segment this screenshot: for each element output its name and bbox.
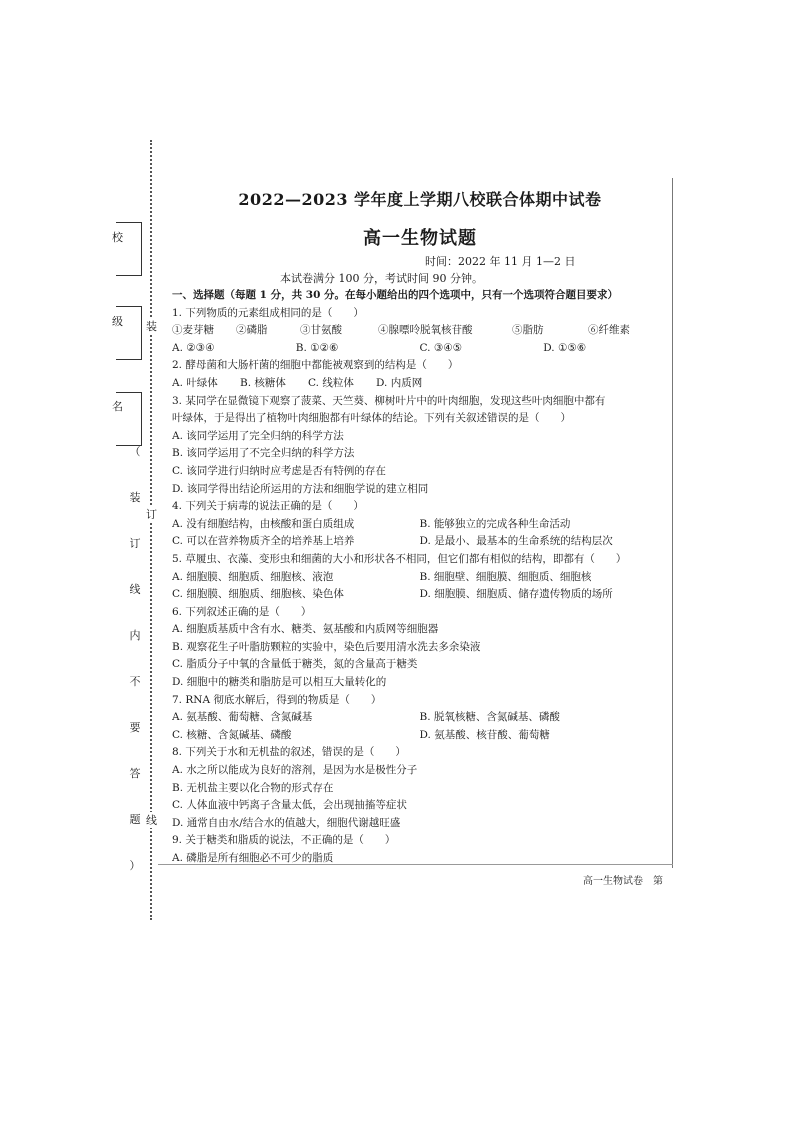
exam-title: 2022—2023 学年度上学期八校联合体期中试卷 — [238, 190, 602, 209]
question-8-option-a: A. 水之所以能成为良好的溶剂，是因为水是极性分子 — [172, 764, 418, 777]
question-3-option-c: C. 该同学进行归纳时应考虑是否有特例的存在 — [172, 464, 386, 477]
question-7-options-ab: A. 氨基酸、葡萄糖、含氮碱基 B. 脱氧核糖、含氮碱基、磷酸 — [172, 711, 560, 724]
question-4-options-cd: C. 可以在营养物质齐全的培养基上培养 D. 是最小、最基本的生命系统的结构层次 — [172, 535, 613, 548]
margin-char-xian: 线 — [146, 814, 157, 827]
question-6-option-d: D. 细胞中的糖类和脂肪是可以相互大量转化的 — [172, 676, 387, 689]
question-3-option-b: B. 该同学运用了不完全归纳的科学方法 — [172, 447, 355, 460]
question-6-option-a: A. 细胞质基质中含有水、糖类、氨基酸和内质网等细胞器 — [172, 623, 439, 636]
question-6-option-c: C. 脂质分子中氧的含量低于糖类，氮的含量高于糖类 — [172, 658, 418, 671]
question-8-option-d: D. 通常自由水/结合水的值越大，细胞代谢越旺盛 — [172, 816, 401, 829]
question-8-option-c: C. 人体血液中钙离子含量太低，会出现抽搐等症状 — [172, 799, 407, 812]
question-1-options: A. ②③④ B. ①②⑥ C. ③④⑤ D. ①⑤⑥ — [172, 341, 587, 354]
question-5-options-ab: A. 细胞膜、细胞质、细胞核、液泡 B. 细胞壁、细胞膜、细胞质、细胞核 — [172, 570, 592, 583]
binding-dotted-line — [150, 140, 152, 920]
question-9-option-a: A. 磷脂是所有细胞必不可少的脂质 — [172, 852, 334, 864]
question-3-stem-line-2: 叶绿体，于是得出了植物叶肉细胞都有叶绿体的结论。下列有关叙述错误的是（ ） — [172, 412, 571, 425]
question-9-stem: 9. 关于糖类和脂质的说法，不正确的是（ ） — [172, 834, 396, 847]
binding-notice-vertical: （ 装 订 线 内 不 要 答 题 ） — [129, 445, 141, 872]
question-5-options-cd: C. 细胞膜、细胞质、细胞核、染色体 D. 细胞膜、细胞质、储存遗传物质的场所 — [172, 588, 613, 601]
question-7-stem: 7. RNA 彻底水解后，得到的物质是（ ） — [172, 693, 382, 706]
question-content — [172, 287, 667, 868]
question-1-items: ①麦芽糖 ②磷脂 ③甘氨酸 ④腺嘌呤脱氧核苷酸 ⑤脂肪 ⑥纤维素 — [172, 324, 630, 337]
class-field-label: 级 — [112, 315, 123, 328]
school-field-label: 校 — [112, 231, 123, 244]
question-8-option-b: B. 无机盐主要以化合物的形式存在 — [172, 781, 334, 794]
exam-time: 时间：2022 年 11 月 1—2 日 — [425, 255, 576, 268]
question-7-options-cd: C. 核糖、含氮碱基、磷酸 D. 氨基酸、核苷酸、葡萄糖 — [172, 728, 550, 741]
exam-note: 本试卷满分 100 分，考试时间 90 分钟。 — [280, 272, 483, 285]
question-6-stem: 6. 下列叙述正确的是（ ） — [172, 605, 312, 618]
margin-char-zhuang: 装 — [146, 320, 157, 333]
question-4-stem: 4. 下列关于病毒的说法正确的是（ ） — [172, 500, 364, 513]
question-3-option-d: D. 该同学得出结论所运用的方法和细胞学说的建立相同 — [172, 482, 429, 495]
page-footer: 高一生物试卷 第 — [583, 876, 663, 887]
section-heading: 一、选择题（每题 1 分，共 30 分。在每小题给出的四个选项中，只有一个选项符合题目要求） — [172, 289, 619, 301]
name-field-label: 名 — [112, 400, 123, 413]
question-5-stem: 5. 草履虫、衣藻、变形虫和细菌的大小和形状各不相同，但它们都有相似的结构，即都有（ ） — [172, 552, 627, 565]
question-6-option-b: B. 观察花生子叶脂肪颗粒的实验中，染色后要用清水洗去多余染液 — [172, 640, 481, 653]
question-1-stem: 1. 下列物质的元素组成相同的是（ ） — [172, 306, 364, 319]
question-3-option-a: A. 该同学运用了完全归纳的科学方法 — [172, 429, 344, 442]
margin-char-ding: 订 — [146, 508, 157, 521]
question-8-stem: 8. 下列关于水和无机盐的叙述，错误的是（ ） — [172, 746, 406, 759]
exam-subtitle: 高一生物试题 — [363, 228, 477, 249]
question-2-stem: 2. 酵母菌和大肠杆菌的细胞中都能被观察到的结构是（ ） — [172, 359, 459, 372]
question-4-options-ab: A. 没有细胞结构，由核酸和蛋白质组成 B. 能够独立的完成各种生命活动 — [172, 517, 571, 530]
right-border-line — [672, 178, 673, 868]
question-3-stem-line-1: 3. 某同学在显微镜下观察了菠菜、天竺葵、柳树叶片中的叶肉细胞，发现这些叶肉细胞中都有 — [172, 394, 606, 407]
question-2-options: A. 叶绿体 B. 核糖体 C. 线粒体 D. 内质网 — [172, 376, 423, 389]
